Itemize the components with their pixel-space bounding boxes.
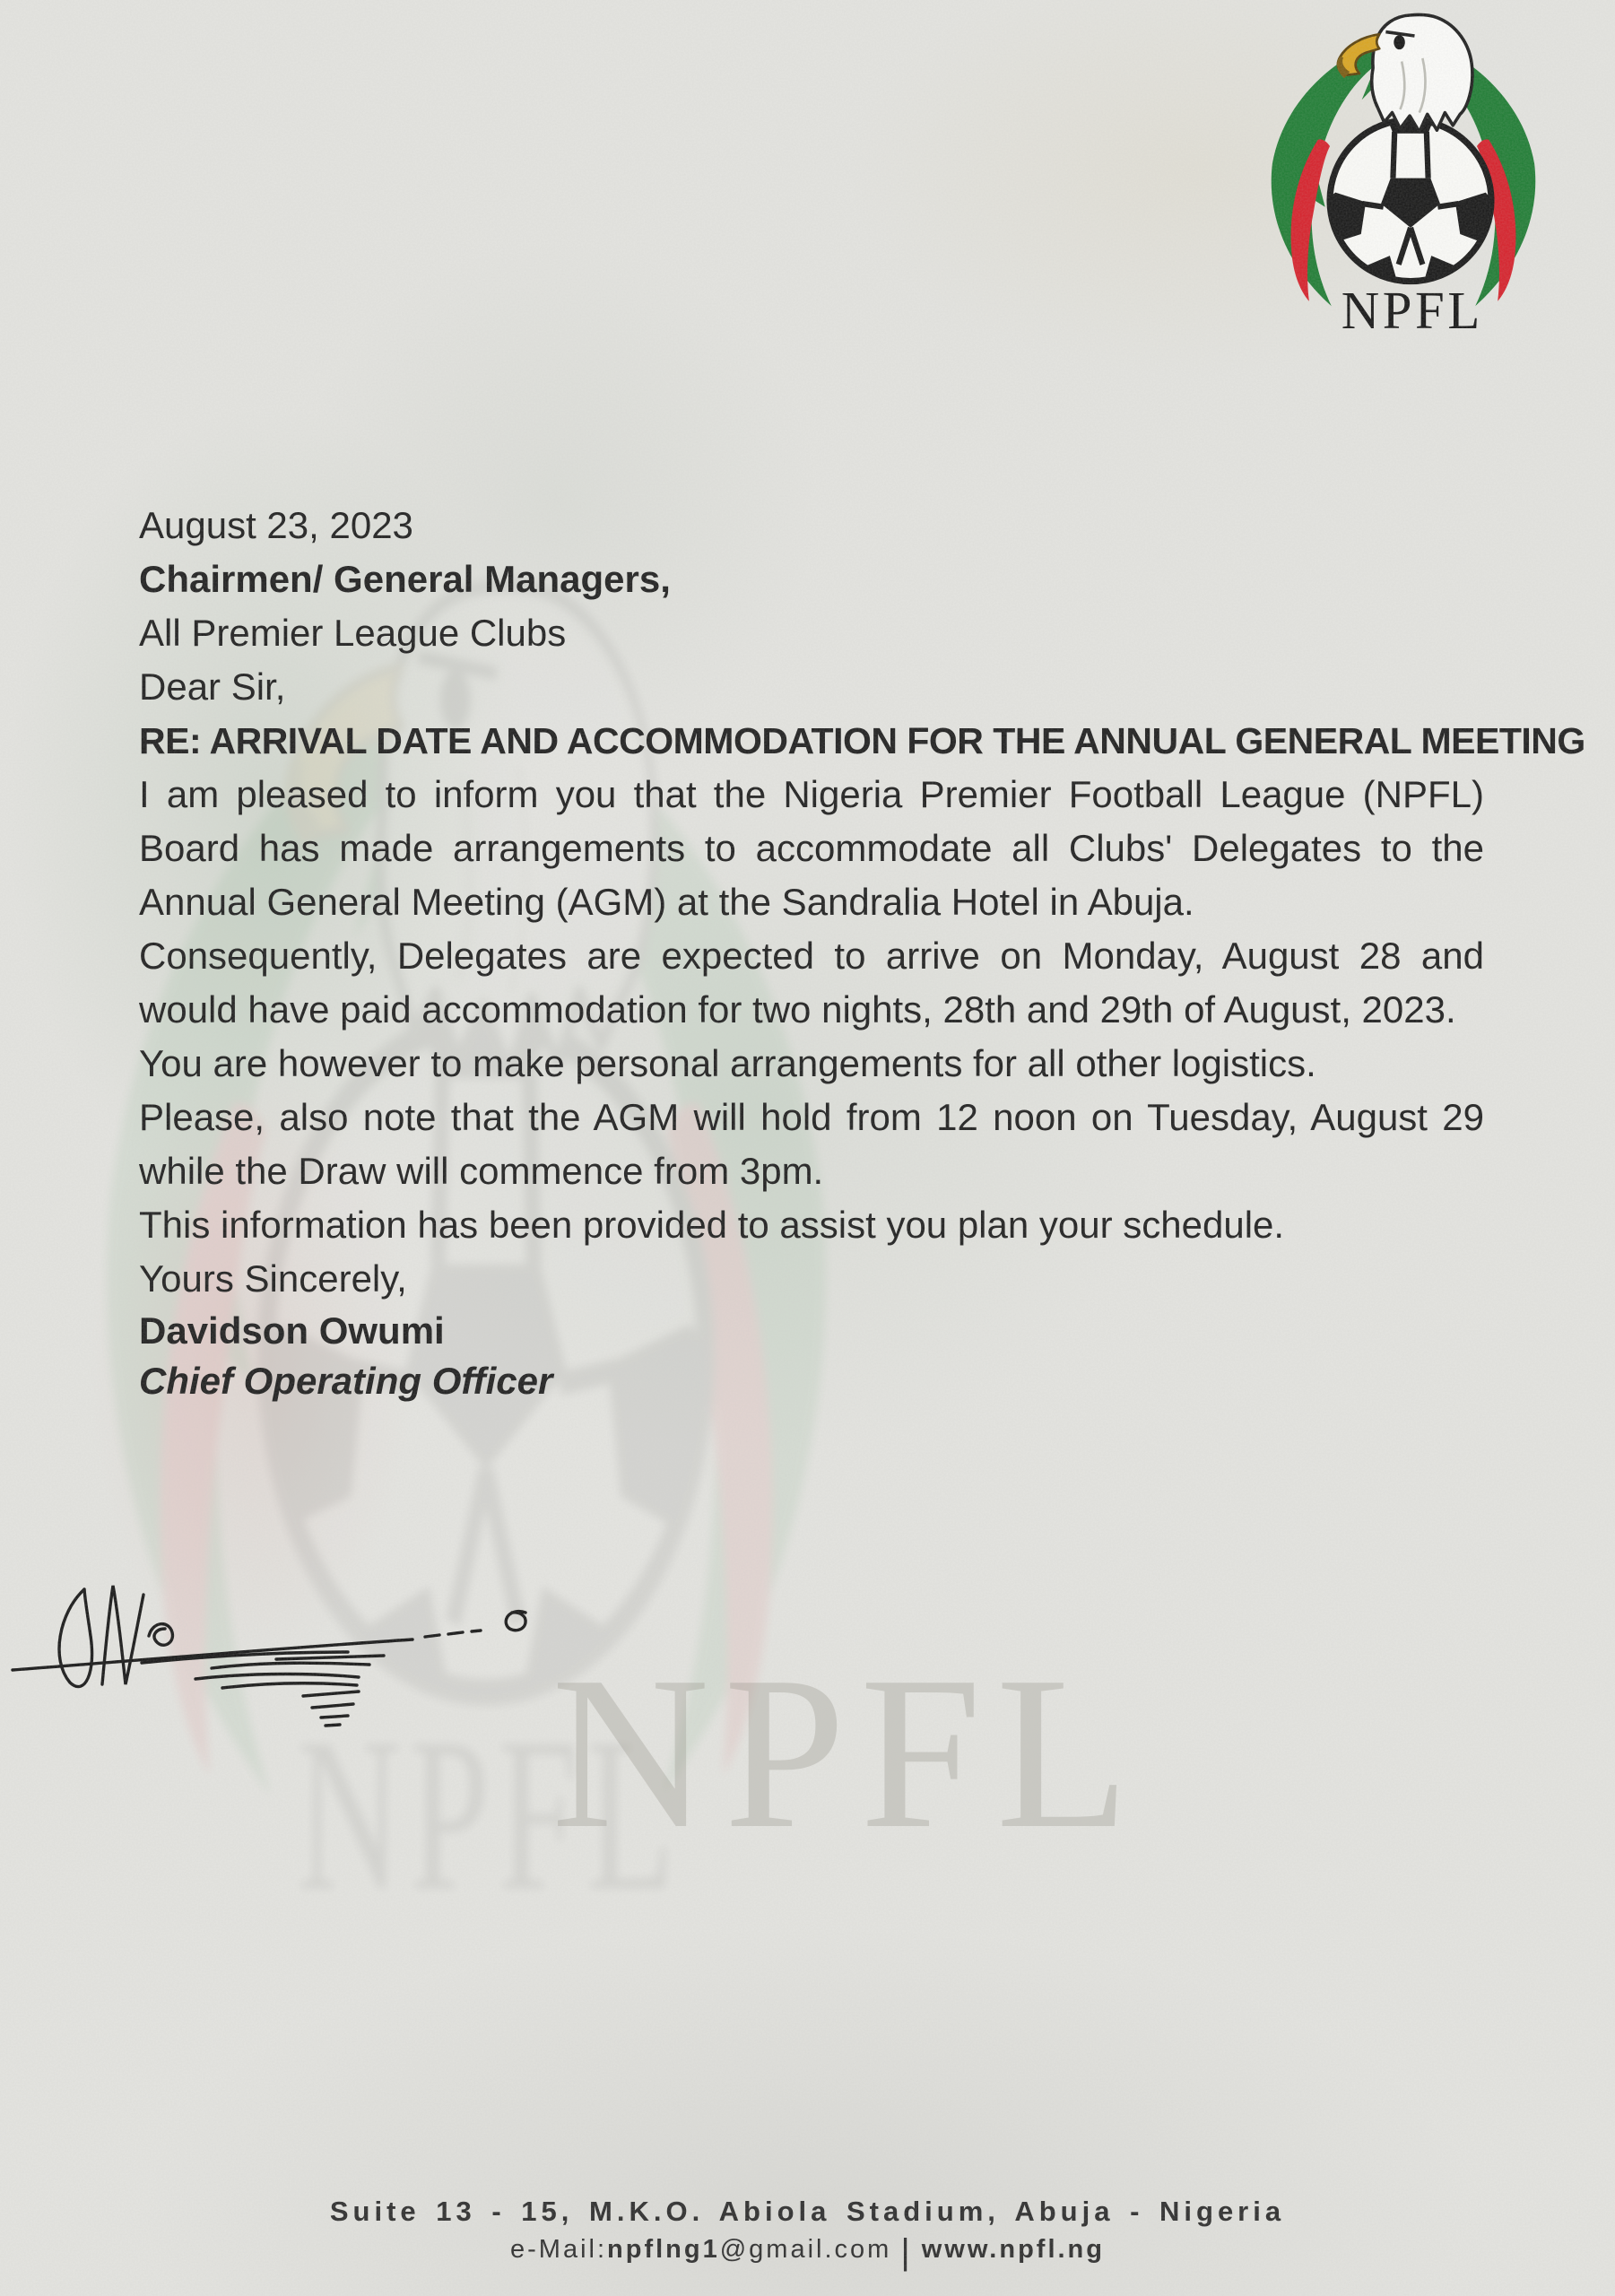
logo-acronym-text: NPFL [1341,282,1483,336]
contact-line [0,2232,1615,2273]
npfl-logo [1242,7,1565,336]
footer-divider: | [900,2232,913,2272]
email-label: e-Mail: [510,2235,608,2264]
website-url: www.npfl.ng [921,2235,1105,2264]
subject-line: RE: ARRIVAL DATE AND ACCOMMODATION FOR THE ANNUAL GENERAL MEETING [139,720,1585,761]
body-paragraph: Please, also note that the AGM will hold from 12 noon on Tuesday, August 29 while the Draw will commence from 3pm. [139,1096,1484,1192]
body-paragraph: I am pleased to inform you that the Nigeria Premier Football League (NPFL) Board has made arrangements to accommodate all Clubs' Delegates to the Annual General Meeting (AGM) at the Sandralia Hotel in Abuja. [139,773,1484,923]
letterhead-footer [0,2196,1615,2273]
signature-image [7,1577,545,1727]
body-paragraph: This information has been provided to assist you plan your schedule. [139,1204,1285,1246]
body-paragraph: You are however to make personal arrangements for all other logistics. [139,1042,1316,1084]
eagle-icon [1337,14,1472,132]
addressee-line-2: All Premier League Clubs [139,612,567,654]
addressee-line-1: Chairmen/ General Managers, [139,558,671,600]
email-user: npflng1 [607,2235,720,2264]
npfl-logo-art [1272,14,1536,336]
email-domain: @gmail.com [719,2235,892,2264]
closing-line: Yours Sincerely, [139,1257,407,1300]
date-line: August 23, 2023 [139,504,413,546]
salutation: Dear Sir, [139,665,286,708]
body-paragraph: Consequently, Delegates are expected to arrive on Monday, August 28 and would have paid accommodation for two nights, 28th and 29th of August, 2023. [139,935,1484,1031]
address-line: Suite 13 - 15, M.K.O. Abiola Stadium, Abuja - Nigeria [329,2196,1286,2227]
letter-body [139,499,1585,1407]
signatory-title: Chief Operating Officer [139,1360,553,1402]
signatory-name: Davidson Owumi [139,1309,445,1352]
npfl-text-watermark: NPFL [551,1631,1144,1874]
